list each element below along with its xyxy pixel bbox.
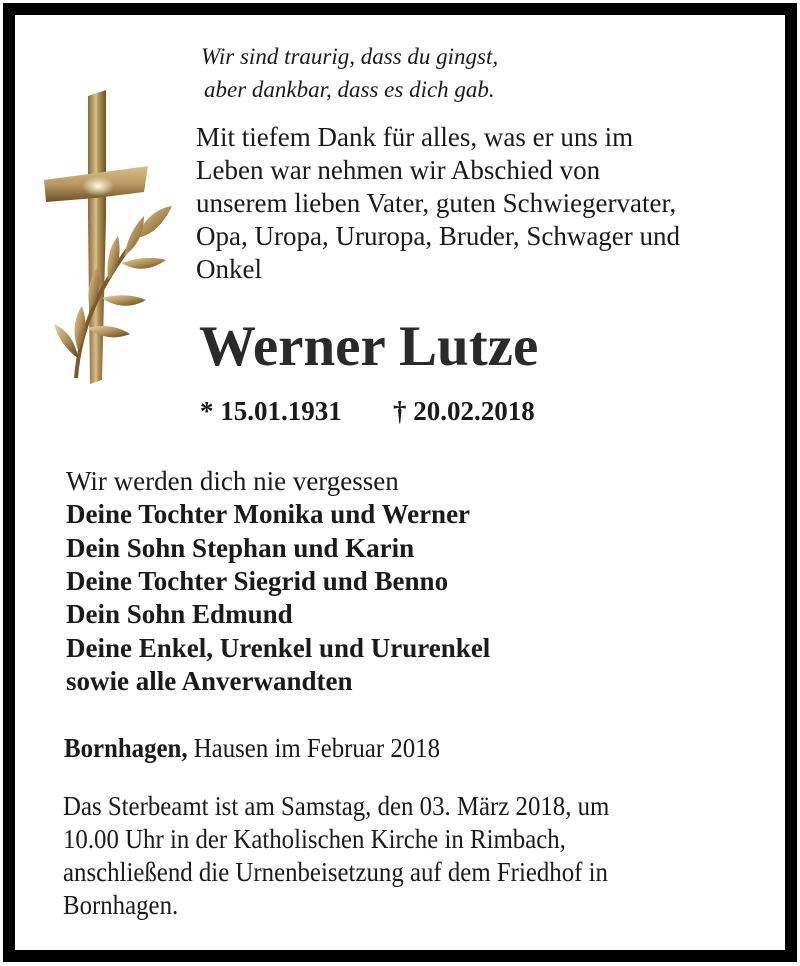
deceased-name: Werner Lutze [199, 315, 539, 378]
service-line: anschließend die Urnenbeisetzung auf dem Friedhof in [63, 857, 608, 887]
quote-line: Wir sind traurig, dass du gingst, [201, 44, 499, 69]
service-line: 10.00 Uhr in der Katholischen Kirche in Rimbach, [63, 824, 566, 854]
intro-line: unserem lieben Vater, guten Schwiegervater, [196, 188, 677, 218]
place-date: Hausen im Februar 2018 [187, 733, 441, 763]
service-line: Das Sterbeamt ist am Samstag, den 03. März 2018, um [63, 791, 610, 821]
mourner-line: Deine Enkel, Urenkel und Ururenkel [66, 633, 491, 663]
farewell-line: Wir werden dich nie vergessen [66, 466, 399, 496]
intro-line: Onkel [196, 254, 262, 284]
mourner-line: sowie alle Anverwandten [66, 666, 353, 696]
mourner-line: Dein Sohn Stephan und Karin [66, 533, 415, 563]
place-date-line [64, 735, 440, 762]
mourner-line: Deine Tochter Siegrid und Benno [66, 566, 449, 596]
intro-line: Mit tiefem Dank für alles, was er uns im [196, 122, 634, 152]
cross-with-palm-branch-icon [36, 88, 176, 388]
service-line: Bornhagen. [63, 890, 179, 920]
mourner-line: Dein Sohn Edmund [66, 599, 293, 629]
intro-line: Opa, Uropa, Ururopa, Bruder, Schwager und [196, 221, 681, 251]
mourner-line: Deine Tochter Monika und Werner [66, 499, 471, 529]
birth-date: * 15.01.1931 [200, 396, 342, 426]
place-name: Bornhagen, [64, 733, 188, 763]
intro-line: Leben war nehmen wir Abschied von [196, 155, 601, 185]
quote-line: aber dankbar, dass es dich gab. [204, 77, 495, 102]
death-date: † 20.02.2018 [393, 396, 535, 426]
